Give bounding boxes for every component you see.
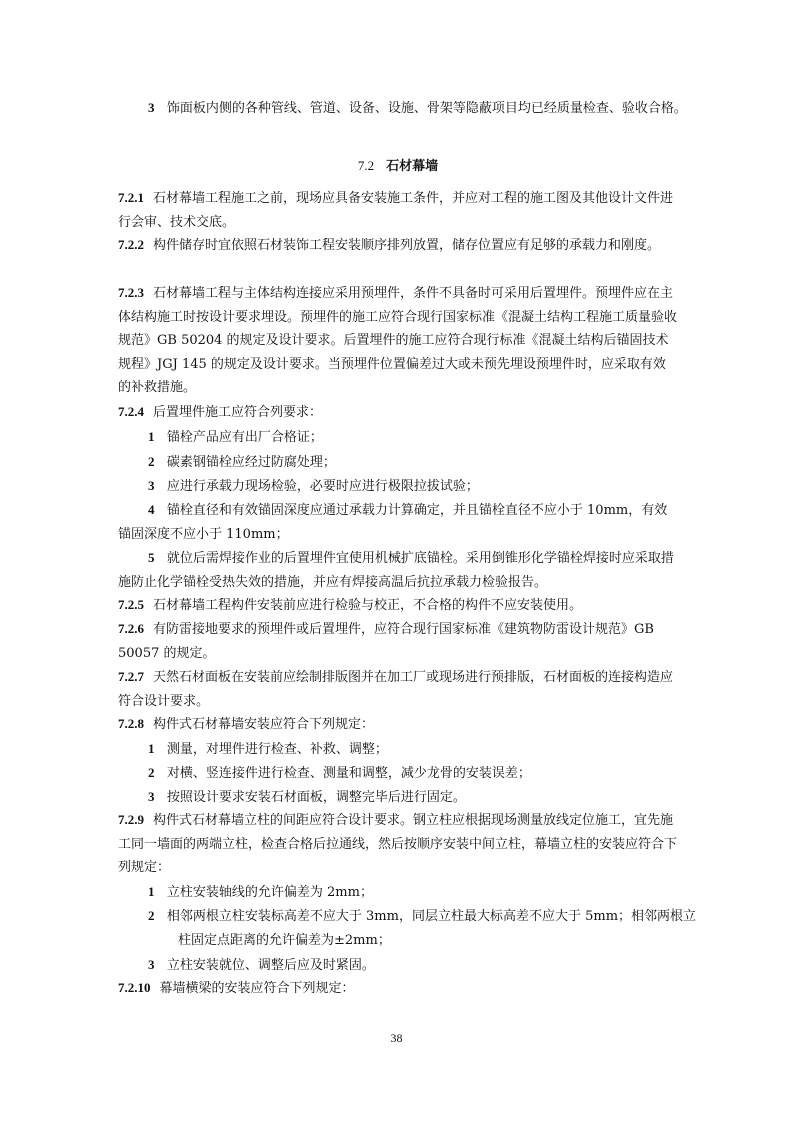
item-number: 3 [148,478,155,493]
item-text: 应进行承载力现场检验，必要时应进行极限拉拔试验； [166,479,479,494]
clause-text: 天然石材面板在安装前应绘制排版图并在加工厂或现场进行预排版，石材面板的连接构造应符合设计要求。 [118,670,674,709]
item-text: 碳素钢锚栓应经过防腐处理； [166,455,336,470]
item-text: 按照设计要求安装石材面板，调整完毕后进行固定。 [166,790,466,805]
clause-text: 构件式石材幕墙安装应符合下列规定： [153,717,375,732]
clause-item [148,953,678,978]
clause-number: 7.2.10 [118,980,151,995]
clause-item [148,96,708,121]
item-text: 锚栓产品应有出厂合格证； [166,430,323,445]
item-text: 锚栓直径和有效锚固深度应通过承载力计算确定，并且锚栓直径不应小于 10mm，有效锚固深度不应小于 110mm； [118,503,668,542]
clause-item [148,450,678,475]
clause-7-2-2 [118,233,678,258]
clause-text: 构件储存时宜依照石材装饰工程安装顺序排列放置，储存位置应有足够的承载力和刚度。 [153,238,661,253]
clause-number: 7.2.6 [118,621,144,636]
clause-item [118,546,678,594]
item-number: 5 [148,550,155,565]
section-heading [118,154,678,179]
item-text: 立柱安装就位、调整后应及时紧固。 [166,958,375,973]
clause-item [148,785,678,810]
item-text: 测量，对埋件进行检查、补救、调整； [166,742,388,757]
item-number: 1 [148,884,155,899]
clause-text: 后置埋件施工应符合列要求： [153,405,323,420]
clause-number: 7.2.9 [118,812,144,827]
clause-item [148,761,678,786]
clause-number: 7.2.8 [118,716,144,731]
clause-number: 7.2.1 [118,190,144,205]
clause-number: 7.2.7 [118,669,144,684]
clause-text: 石材幕墙工程构件安装前应进行检验与校正，不合格的构件不应安装使用。 [153,598,583,613]
clause-7-2-3 [118,281,678,400]
clause-item [148,880,678,905]
clause-7-2-9 [118,808,678,880]
item-number: 2 [148,765,155,780]
item-text: 立柱安装轴线的允许偏差为 2mm； [166,885,373,900]
item-number: 4 [148,502,155,517]
clause-item [148,737,678,762]
item-number: 3 [148,957,155,972]
clause-text: 石材幕墙工程与主体结构连接应采用预埋件，条件不具备时可采用后置埋件。预埋件应在主体结构施工时按设计要求埋设。预埋件的施工应符合现行国家标准《混凝土结构工程施工质量验收规范》GB 50204 的规定及设计要求。后置埋件的施工应符合现行标准《混凝土结构后锚固技术规程》JGJ 145 的规定及设计要求。当预埋件位置偏差过大或未预先埋设预埋件时，应采取有效的补救措施。 [118,286,678,395]
clause-text: 构件式石材幕墙立柱的间距应符合设计要求。钢立柱应根据现场测量放线定位施工，宜先施工同一墙面的两端立柱，检查合格后拉通线，然后按顺序安装中间立柱，幕墙立柱的安装应符合下列规定： [118,813,678,875]
clause-7-2-7 [118,665,678,713]
section-number: 7.2 [357,158,375,173]
item-number: 3 [148,789,155,804]
clause-item [148,474,678,499]
item-text: 对横、竖连接件进行检查、测量和调整，减少龙骨的安装误差； [166,766,531,781]
item-text: 就位后需焊接作业的后置埋件宜使用机械扩底锚栓。采用倒锥形化学锚栓焊接时应采取措施防止化学锚栓受热失效的措施，并应有焊接高温后抗拉承载力检验报告。 [118,551,674,590]
section-title: 石材幕墙 [386,159,439,174]
clause-number: 7.2.3 [118,285,144,300]
item-number: 2 [148,454,155,469]
clause-7-2-5 [118,593,678,618]
clause-7-2-10 [118,976,678,1001]
item-number: 1 [148,429,155,444]
clause-7-2-8 [118,712,678,737]
item-number: 1 [148,741,155,756]
clause-number: 7.2.5 [118,597,144,612]
clause-number: 7.2.4 [118,404,144,419]
clause-7-2-1 [118,186,678,234]
clause-7-2-6 [118,617,678,665]
clause-text: 石材幕墙工程施工之前，现场应具备安装施工条件，并应对工程的施工图及其他设计文件进行会审、技术交底。 [118,191,674,230]
item-number: 2 [148,908,155,923]
item-number: 3 [148,100,155,115]
clause-number: 7.2.2 [118,237,144,252]
page-number: 38 [390,1031,403,1045]
clause-7-2-4 [118,400,678,425]
clause-item [148,904,708,952]
clause-item [148,425,678,450]
item-text: 相邻两根立柱安装标高差不应大于 3mm，同层立柱最大标高差不应大于 5mm；相邻两根立柱固定点距离的允许偏差为±2mm； [166,909,697,948]
clause-text: 幕墙横梁的安装应符合下列规定： [159,981,355,996]
item-text: 饰面板内侧的各种管线、管道、设备、设施、骨架等隐蔽项目均已经质量检查、验收合格。 [166,101,687,116]
clause-item [118,498,678,546]
clause-text: 有防雷接地要求的预埋件或后置埋件，应符合现行国家标准《建筑物防雷设计规范》GB 50057 的规定。 [118,622,654,661]
